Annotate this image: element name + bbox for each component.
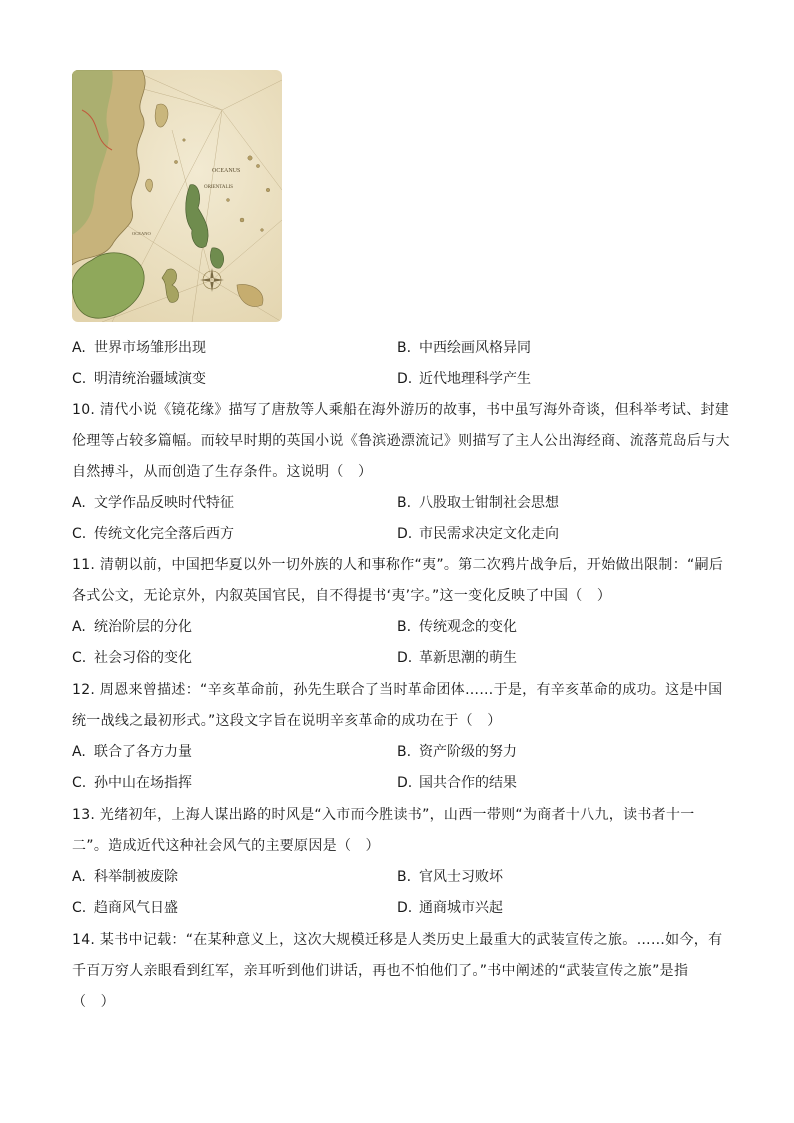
q13-option-d[interactable] [397, 898, 503, 918]
option-letter: A. [72, 869, 86, 885]
option-text: 明清统治疆域演变 [94, 371, 206, 387]
option-text: 联合了各方力量 [94, 744, 192, 760]
option-letter: C. [72, 900, 87, 916]
option-text: 传统观念的变化 [419, 619, 517, 635]
option-text: 国共合作的结果 [419, 775, 517, 791]
option-letter: C. [72, 650, 87, 666]
q13-option-a[interactable] [72, 867, 178, 887]
q9-option-a[interactable] [72, 338, 206, 358]
q11-option-d[interactable] [397, 648, 517, 668]
option-letter: D. [397, 650, 413, 666]
antique-map-image [72, 70, 282, 322]
option-letter: B. [397, 869, 412, 885]
q11-option-c[interactable] [72, 648, 192, 668]
q12-option-b[interactable] [397, 742, 517, 762]
q13-option-c[interactable] [72, 898, 178, 918]
q10-option-a[interactable] [72, 493, 234, 513]
option-letter: A. [72, 744, 86, 760]
q10-stem-line-3: 自然搏斗，从而创造了生存条件。这说明（ ） [72, 464, 373, 480]
option-text: 世界市场雏形出现 [94, 340, 206, 356]
option-text: 通商城市兴起 [419, 900, 503, 916]
q11-stem-line-1: 11. 清朝以前，中国把华夏以外一切外族的人和事称作“夷”。第二次鸦片战争后，开始做出限制：“嗣后 [72, 557, 724, 573]
option-text: 文学作品反映时代特征 [94, 495, 234, 511]
option-letter: D. [397, 371, 413, 387]
q14-stem-line-3: （ ） [72, 994, 115, 1010]
option-text: 社会习俗的变化 [94, 650, 192, 666]
q13-option-b[interactable] [397, 867, 503, 887]
option-letter: A. [72, 495, 86, 511]
option-text: 官风士习败坏 [419, 869, 503, 885]
q11-stem-line-2: 各式公文，无论京外，内叙英国官民，自不得提书‘夷’字。”这一变化反映了中国（ ） [72, 588, 612, 604]
option-letter: B. [397, 619, 412, 635]
q11-option-a[interactable] [72, 617, 192, 637]
option-text: 孙中山在场指挥 [94, 775, 192, 791]
option-letter: D. [397, 526, 413, 542]
option-letter: B. [397, 495, 412, 511]
option-text: 市民需求决定文化走向 [419, 526, 559, 542]
option-letter: C. [72, 775, 87, 791]
q10-stem-line-1: 10. 清代小说《镜花缘》描写了唐敖等人乘船在海外游历的故事，书中虽写海外奇谈，但科举考试、封建 [72, 402, 730, 418]
q10-option-d[interactable] [397, 524, 559, 544]
option-text: 近代地理科学产生 [419, 371, 531, 387]
q12-stem-line-2: 统一战线之最初形式。”这段文字旨在说明辛亥革命的成功在于（ ） [72, 713, 502, 729]
q9-option-c[interactable] [72, 369, 206, 389]
option-text: 趋商风气日盛 [94, 900, 178, 916]
q13-stem-line-1: 13. 光绪初年，上海人谋出路的时风是“入市而今胜读书”，山西一带则“为商者十八九，读书者十一 [72, 807, 695, 823]
option-letter: C. [72, 526, 87, 542]
option-text: 资产阶级的努力 [419, 744, 517, 760]
q9-option-b[interactable] [397, 338, 531, 358]
option-letter: A. [72, 340, 86, 356]
option-letter: A. [72, 619, 86, 635]
option-text: 统治阶层的分化 [94, 619, 192, 635]
option-letter: B. [397, 744, 412, 760]
option-text: 传统文化完全落后西方 [94, 526, 234, 542]
q10-option-c[interactable] [72, 524, 234, 544]
option-letter: D. [397, 900, 413, 916]
option-letter: B. [397, 340, 412, 356]
option-letter: D. [397, 775, 413, 791]
option-text: 科举制被废除 [94, 869, 178, 885]
option-text: 中西绘画风格异同 [419, 340, 531, 356]
q12-stem-line-1: 12. 周恩来曾描述：“辛亥革命前，孙先生联合了当时革命团体……于是，有辛亥革命的成功。这是中国 [72, 682, 723, 698]
q9-option-d[interactable] [397, 369, 531, 389]
q12-option-d[interactable] [397, 773, 517, 793]
q14-stem-line-2: 千百万穷人亲眼看到红军，亲耳听到他们讲话，再也不怕他们了。”书中阐述的“武装宣传之旅”是指 [72, 963, 689, 979]
map-label-oceanus: OCEANUS [212, 168, 241, 174]
option-text: 八股取士钳制社会思想 [419, 495, 559, 511]
map-illustration [72, 70, 282, 322]
map-label-oceano: OCEANO [132, 231, 151, 236]
q11-option-b[interactable] [397, 617, 517, 637]
q13-stem-line-2: 二”。造成近代这种社会风气的主要原因是（ ） [72, 838, 380, 854]
q12-option-a[interactable] [72, 742, 192, 762]
q10-option-b[interactable] [397, 493, 559, 513]
q10-stem-line-2: 伦理等占较多篇幅。而较早时期的英国小说《鲁滨逊漂流记》则描写了主人公出海经商、流落荒岛后与大 [72, 433, 730, 449]
option-text: 革新思潮的萌生 [419, 650, 517, 666]
q14-stem-line-1: 14. 某书中记载：“在某种意义上，这次大规模迁移是人类历史上最重大的武装宣传之旅。……如今，有 [72, 932, 723, 948]
q12-option-c[interactable] [72, 773, 192, 793]
option-letter: C. [72, 371, 87, 387]
map-label-orientalis: ORIENTALIS [204, 185, 234, 190]
